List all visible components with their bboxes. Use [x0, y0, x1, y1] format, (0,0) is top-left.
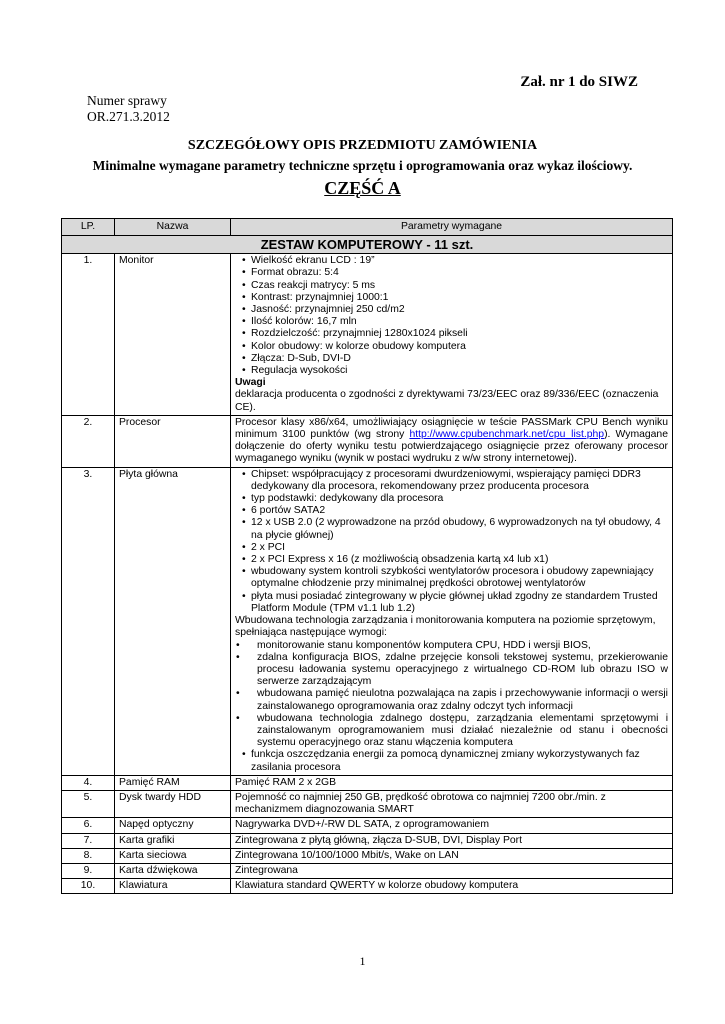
row-name: Procesor — [115, 415, 231, 467]
list-item: • Rozdzielczość: przynajmniej 1280x1024 pikseli — [251, 328, 668, 340]
list-item: • 2 x PCI — [251, 542, 668, 554]
mobo-power-list — [235, 749, 668, 773]
row-params: Zintegrowana — [231, 863, 673, 878]
notes-title: Uwagi — [235, 377, 266, 389]
list-item: • Jasność: przynajmniej 250 cd/m2 — [251, 304, 668, 316]
row-params — [231, 415, 673, 467]
table-row — [62, 254, 673, 416]
group-title: ZESTAW KOMPUTEROWY - 11 szt. — [62, 236, 673, 254]
row-name: Dysk twardy HDD — [115, 790, 231, 817]
row-name: Napęd optyczny — [115, 818, 231, 833]
row-lp: 2. — [62, 415, 115, 467]
table-row — [62, 818, 673, 833]
list-item: • Format obrazu: 5:4 — [251, 267, 668, 279]
part-heading: CZĘŚĆ A — [324, 178, 401, 198]
row-name: Monitor — [115, 254, 231, 416]
header-params: Parametry wymagane — [231, 219, 673, 236]
list-item: • Złącza: D-Sub, DVI-D — [251, 353, 668, 365]
list-item: • Kontrast: przynajmniej 1000:1 — [251, 292, 668, 304]
row-params — [231, 467, 673, 775]
cpu-text-1: Procesor klasy x86/x64, umożliwiający osiągnięcie w teście PASSMark CPU Bench wyniku minimum 3100 punktów (wg strony — [235, 416, 668, 441]
document-title: SZCZEGÓŁOWY OPIS PRZEDMIOTU ZAMÓWIENIA — [187, 138, 538, 153]
row-lp: 9. — [62, 863, 115, 878]
table-header-row — [62, 219, 673, 236]
row-params: Nagrywarka DVD+/-RW DL SATA, z oprogramowaniem — [231, 818, 673, 833]
list-item: • Wielkość ekranu LCD : 19” — [251, 255, 668, 267]
row-params: Zintegrowana 10/100/1000 Mbit/s, Wake on LAN — [231, 848, 673, 863]
list-item: • funkcja oszczędzania energii za pomocą dynamicznej zmiany wykorzystywanych faz zasilania procesora — [251, 749, 668, 773]
case-reference — [87, 93, 170, 124]
list-item: • wbudowana technologia zdalnego dostępu, zarządzania elementami sprzętowymi i zainstalowanym oprogramowaniem musi działać niezależnie od stanu i obecności systemu operacyjnego oraz stanu włączenia komputera — [257, 713, 668, 750]
row-params: Klawiatura standard QWERTY w kolorze obudowy komputera — [231, 879, 673, 894]
list-item: • Chipset: współpracujący z procesorami dwurdzeniowymi, wspierający pamięci DDR3 dedykowany dla procesora, rekomendowany przez producenta procesora — [251, 469, 668, 493]
row-lp: 5. — [62, 790, 115, 817]
header-name: Nazwa — [115, 219, 231, 236]
list-item: • wbudowany system kontroli szybkości wentylatorów procesora i obudowy zapewniający optymalne chłodzenie przy minimalnej prędkości obrotowej wentylatorów — [251, 566, 668, 590]
list-item: • monitorowanie stanu komponentów komputera CPU, HDD i wersji BIOS, — [257, 640, 668, 652]
specification-table — [61, 218, 673, 894]
row-name: Pamięć RAM — [115, 775, 231, 790]
header-lp: LP. — [62, 219, 115, 236]
attachment-label: Zał. nr 1 do SIWZ — [520, 74, 638, 90]
mobo-bullet-list — [235, 469, 668, 615]
row-name: Karta dźwiękowa — [115, 863, 231, 878]
case-reference-number: OR.271.3.2012 — [87, 108, 170, 124]
cpu-benchmark-link[interactable]: http://www.cpubenchmark.net/cpu_list.php — [409, 429, 605, 441]
row-params: Pamięć RAM 2 x 2GB — [231, 775, 673, 790]
list-item: • Regulacja wysokości — [251, 365, 668, 377]
notes-text: deklaracja producenta o zgodności z dyrektywami 73/23/EEC oraz 89/336/EEC (oznaczenia CE). — [235, 389, 659, 413]
list-item: • wbudowana pamięć nieulotna pozwalająca na zapis i przechowywanie informacji o wersji zainstalowanego oprogramowania oraz zdalny odczyt tych informacji — [257, 688, 668, 712]
list-item: • 6 portów SATA2 — [251, 505, 668, 517]
list-item: • zdalna konfiguracja BIOS, zdalne przejęcie konsoli tekstowej systemu, przekierowanie procesu ładowania systemu operacyjnego z wirtualnego CD-ROM lub obrazu ISO w serwerze zarządzającym — [257, 652, 668, 689]
monitor-bullet-list — [235, 255, 668, 377]
case-reference-label: Numer sprawy — [87, 93, 167, 108]
row-params: Zintegrowana z płytą główną, złącza D-SUB, DVI, Display Port — [231, 833, 673, 848]
row-params — [231, 254, 673, 416]
list-item: • Czas reakcji matrycy: 5 ms — [251, 280, 668, 292]
row-lp: 3. — [62, 467, 115, 775]
cpu-text-2: ). Wymagane dołączenie do oferty wyniku testu potwierdzającego osiągnięcie przez oferowany procesor wymaganego wyniku (wynik w postaci wydruku z w/w strony internetowej). — [235, 429, 668, 465]
mobo-management-list — [235, 640, 668, 750]
list-item: • płyta musi posiadać zintegrowany w płycie głównej układ zgodny ze standardem Trusted Platform Module (TPM v1.1 lub 1.2) — [251, 591, 668, 615]
table-row — [62, 879, 673, 894]
document-subtitle: Minimalne wymagane parametry techniczne sprzętu i oprogramowania oraz wykaz ilościowy. — [92, 158, 633, 173]
row-lp: 6. — [62, 818, 115, 833]
row-lp: 1. — [62, 254, 115, 416]
row-params: Pojemność co najmniej 250 GB, prędkość obrotowa co najmniej 7200 obr./min. z mechanizmem diagnozowania SMART — [231, 790, 673, 817]
table-row — [62, 848, 673, 863]
row-name: Klawiatura — [115, 879, 231, 894]
group-row — [62, 236, 673, 254]
table-row — [62, 775, 673, 790]
row-name: Płyta główna — [115, 467, 231, 775]
table-row — [62, 833, 673, 848]
row-lp: 4. — [62, 775, 115, 790]
list-item: • Kolor obudowy: w kolorze obudowy komputera — [251, 341, 668, 353]
list-item: • 12 x USB 2.0 (2 wyprowadzone na przód obudowy, 6 wyprowadzonych na tył obudowy, 4 na płycie głównej) — [251, 517, 668, 541]
page-number: 1 — [359, 954, 366, 968]
table-row — [62, 467, 673, 775]
table-row — [62, 415, 673, 467]
row-name: Karta sieciowa — [115, 848, 231, 863]
mobo-management-text: Wbudowana technologia zarządzania i monitorowania komputera na poziomie sprzętowym, spełniająca następujące wymogi: — [235, 615, 656, 639]
row-lp: 7. — [62, 833, 115, 848]
table-row — [62, 863, 673, 878]
table-row — [62, 790, 673, 817]
list-item: • typ podstawki: dedykowany dla procesora — [251, 493, 668, 505]
row-lp: 10. — [62, 879, 115, 894]
list-item: • Ilość kolorów: 16,7 mln — [251, 316, 668, 328]
list-item: • 2 x PCI Express x 16 (z możliwością obsadzenia kartą x4 lub x1) — [251, 554, 668, 566]
row-lp: 8. — [62, 848, 115, 863]
row-name: Karta grafiki — [115, 833, 231, 848]
